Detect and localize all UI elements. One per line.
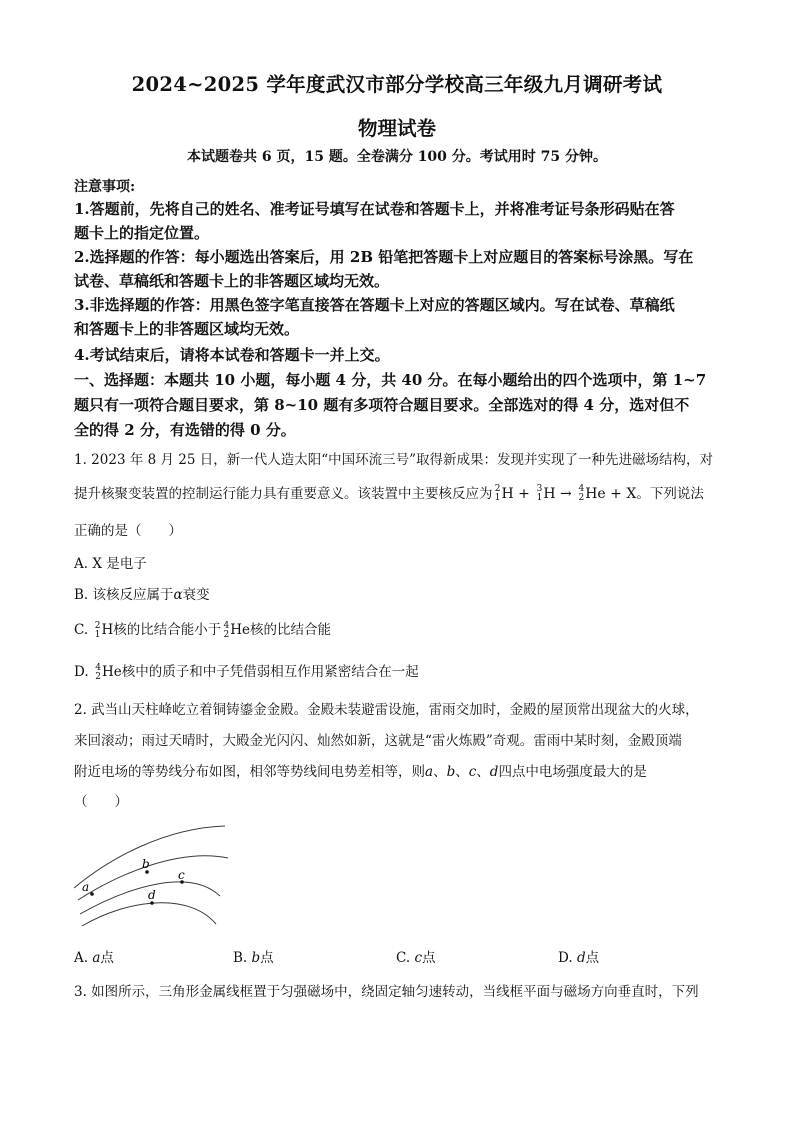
exam-title: 2024~2025 学年度武汉市部分学校高三年级九月调研考试: [131, 73, 663, 96]
q1-line-1: 1. 2023 年 8 月 25 日，新一代人造太阳“中国环流三号”取得新成果：发现并实现了一种先进磁场结构，对: [74, 452, 714, 468]
label-c: c: [178, 868, 185, 882]
q2-option-c: C. c点: [396, 950, 436, 966]
iso-he4-c: 4 2: [223, 620, 230, 640]
notes-line-4: 试卷、草稿纸和答题卡上的非答题区域均无效。: [74, 272, 390, 290]
equipotential-diagram: [70, 818, 240, 928]
q1-option-a: A. X 是电子: [74, 556, 147, 572]
point-a: [90, 892, 94, 896]
iso-h2: 2 1: [494, 484, 501, 503]
q2-line-2: 来回滚动；雨过天晴时，大殿金光闪闪、灿然如新，这就是“雷火炼殿”奇观。雷雨中某时刻，金殿顶端: [74, 733, 682, 749]
q1-line-3: 正确的是（ ）: [74, 523, 182, 539]
q2-line-1: 2. 武当山天柱峰屹立着铜铸鎏金金殿。金殿未装避雷设施，雷雨交加时，金殿的屋顶常出现盆大的火球，: [74, 702, 699, 718]
notes-heading: 注意事项:: [74, 179, 136, 195]
section1-line-1: 一、选择题：本题共 10 小题，每小题 4 分，共 40 分。在每小题给出的四个选项中，第 1~7: [74, 371, 707, 389]
section1-line-3: 全的得 2 分，有选错的得 0 分。: [74, 421, 296, 439]
section1-line-2: 题只有一项符合题目要求，第 8~10 题有多项符合题目要求。全部选对的得 4 分，选对但不: [74, 396, 690, 414]
iso-he4-d: 4 2: [95, 662, 101, 682]
notes-line-6: 和答题卡上的非答题区域均无效。: [74, 320, 300, 338]
iso-h2-c: 2 1: [94, 620, 101, 640]
q1-line-2-tail: 。下列说法: [636, 486, 704, 502]
notes-line-5: 3.非选择题的作答：用黑色签字笔直接答在答题卡上对应的答题区域内。写在试卷、草稿纸: [74, 296, 675, 314]
label-a: a: [82, 880, 90, 894]
q1-line-2-text: 提升核聚变装置的控制运行能力具有重要意义。该装置中主要核反应为: [74, 486, 493, 502]
label-b: b: [142, 857, 150, 871]
subject-title: 物理试卷: [357, 117, 436, 140]
notes-line-1: 1.答题前，先将自己的姓名、准考证号填写在试卷和答题卡上，并将准考证号条形码贴在答: [74, 200, 675, 218]
q2-option-d: D. d点: [558, 950, 600, 966]
notes-line-2: 题卡上的指定位置。: [74, 224, 210, 242]
q2-line-3: 附近电场的等势线分布如图，相邻等势线间电势差相等，则a、b、c、d四点中电场强度最大的是: [74, 764, 647, 780]
q2-option-a: A. a点: [74, 950, 114, 966]
q1-option-d: D. 4 2 He核中的质子和中子凭借弱相互作用紧密结合在一起: [74, 662, 419, 682]
q1-option-c: C. 2 1 H核的比结合能小于 4 2 He核的比结合能: [74, 620, 331, 640]
equipotential-line-4: [82, 903, 216, 926]
q2-line-4: （ ）: [74, 794, 128, 810]
label-d: d: [148, 888, 156, 902]
notes-line-7: 4.考试结束后，请将本试卷和答题卡一并上交。: [74, 346, 390, 364]
iso-he4: 4 2: [578, 484, 585, 503]
exam-info: 本试题卷共 6 页，15 题。全卷满分 100 分。考试用时 75 分钟。: [186, 149, 608, 165]
iso-h3: 3 1: [536, 484, 543, 503]
q1-line-2: [74, 482, 704, 503]
q2-option-b: B. b点: [233, 950, 274, 966]
q1-equation: 2 1 H + 3 1 H → 4 2 He + X: [493, 486, 637, 502]
q1-option-b: B. 该核反应属于α衰变: [74, 587, 210, 603]
notes-line-3: 2.选择题的作答：每小题选出答案后，用 2B 铅笔把答题卡上对应题目的答案标号涂黑。写在: [74, 248, 694, 266]
q3-line-1: 3. 如图所示，三角形金属线框置于匀强磁场中，绕固定轴匀速转动，当线框平面与磁场方向垂直时，下列: [74, 984, 699, 1000]
